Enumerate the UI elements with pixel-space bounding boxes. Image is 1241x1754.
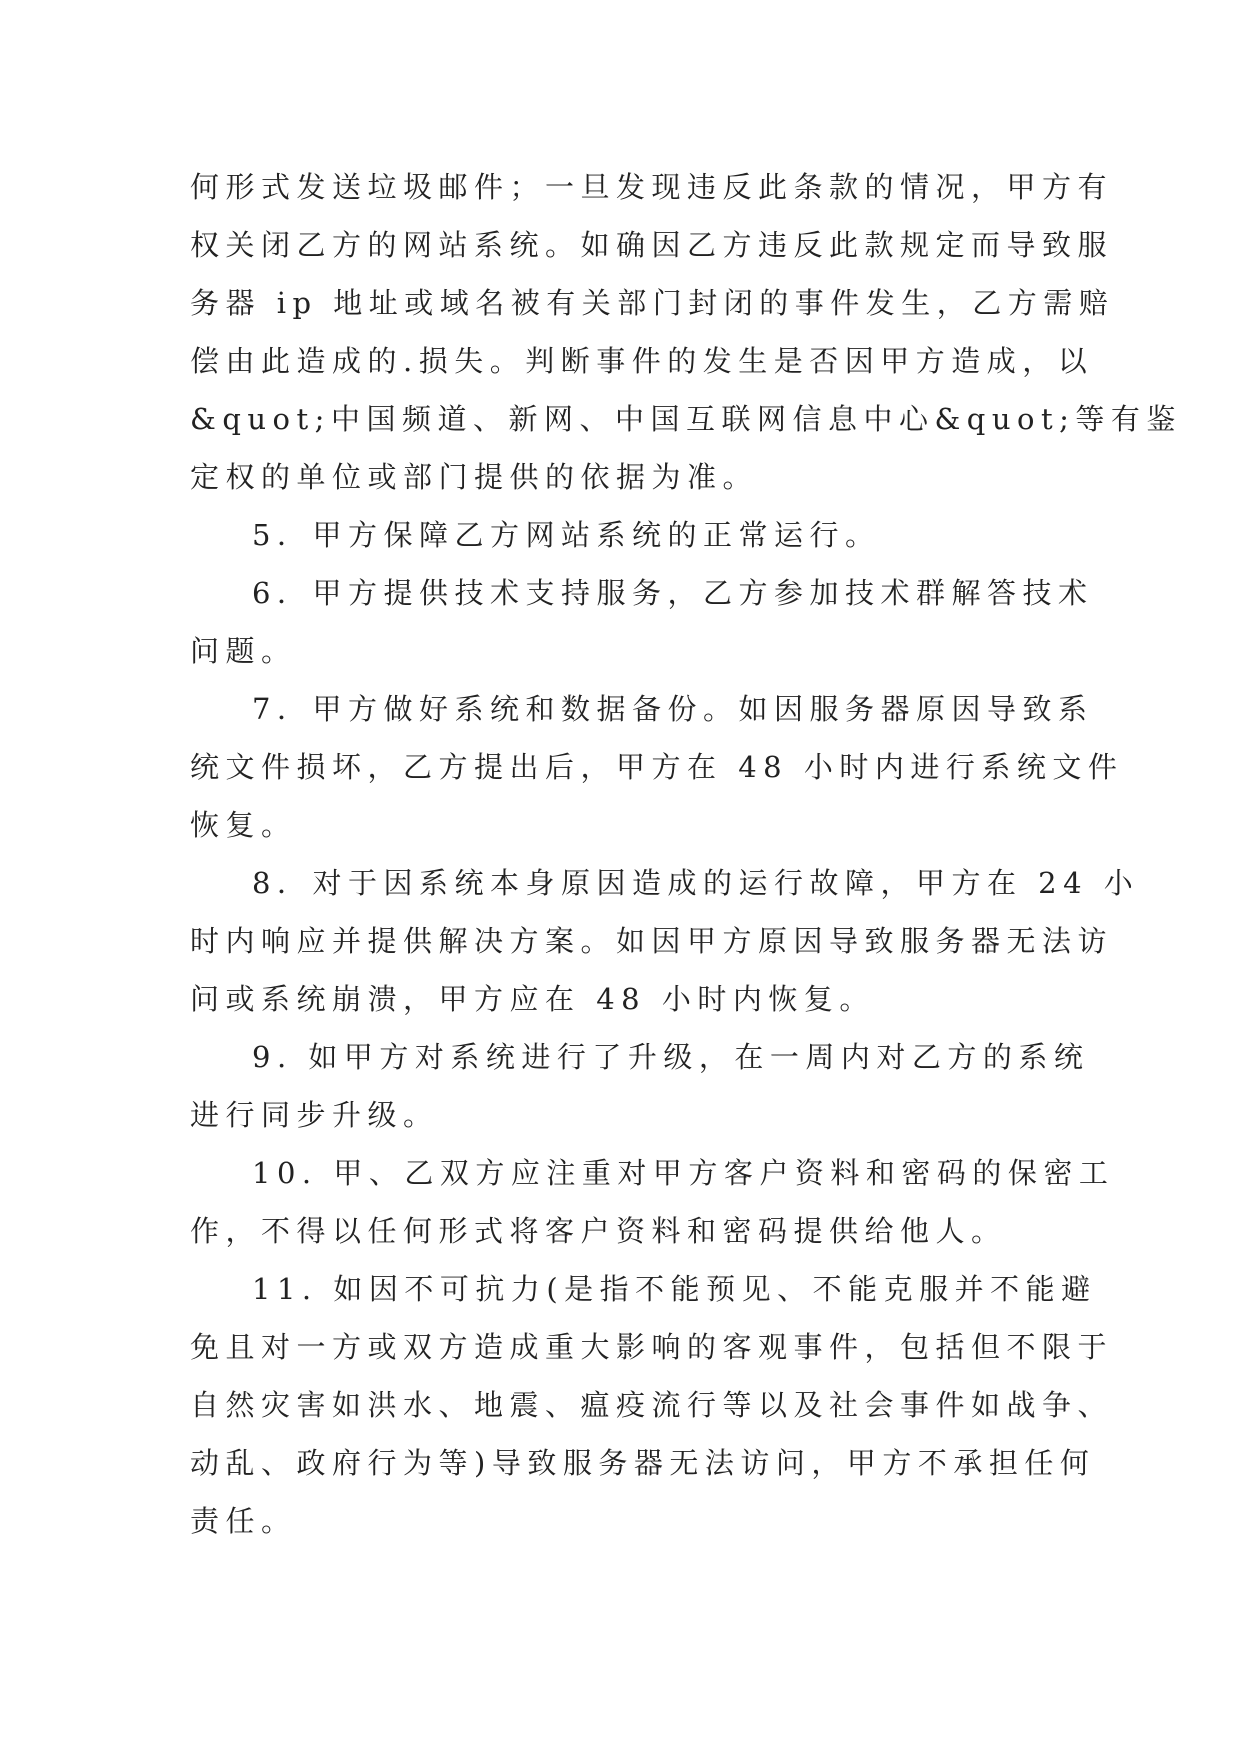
clause-11-line: 免且对一方或双方造成重大影响的客观事件，包括但不限于 (190, 1330, 1114, 1364)
clause-11-line: 责任。 (190, 1504, 297, 1538)
clause-10-line: 作，不得以任何形式将客户资料和密码提供给他人。 (190, 1214, 1007, 1248)
clause-7-line: 统文件损坏，乙方提出后，甲方在 48 小时内进行系统文件 (190, 750, 1124, 784)
clause-10-line: 10. 甲、乙双方应注重对甲方客户资料和密码的保密工 (252, 1156, 1115, 1190)
clause-11-line: 自然灾害如洪水、地震、瘟疫流行等以及社会事件如战争、 (190, 1388, 1114, 1422)
clause-9-line: 9. 如甲方对系统进行了升级，在一周内对乙方的系统 (252, 1040, 1090, 1074)
clause-8-line: 问或系统崩溃，甲方应在 48 小时内恢复。 (190, 982, 875, 1016)
clause-11-line: 动乱、政府行为等)导致服务器无法访问，甲方不承担任何 (190, 1446, 1096, 1480)
clause-5-line: 5．甲方保障乙方网站系统的正常运行。 (252, 518, 881, 552)
clause-9-line: 进行同步升级。 (190, 1098, 439, 1132)
body-line: 偿由此造成的.损失。判断事件的发生是否因甲方造成，以 (190, 344, 1094, 378)
body-line: 何形式发送垃圾邮件；一旦发现违反此条款的情况，甲方有 (190, 170, 1114, 204)
clause-6-line: 6．甲方提供技术支持服务，乙方参加技术群解答技术 (252, 576, 1094, 610)
clause-8-line: 8．对于因系统本身原因造成的运行故障，甲方在 24 小 (252, 866, 1140, 900)
body-line: 务器 ip 地址或域名被有关部门封闭的事件发生，乙方需赔 (190, 286, 1115, 320)
body-line: &quot;中国频道、新网、中国互联网信息中心&quot;等有鉴 (190, 402, 1182, 436)
clause-8-line: 时内响应并提供解决方案。如因甲方原因导致服务器无法访 (190, 924, 1114, 958)
body-line: 定权的单位或部门提供的依据为准。 (190, 460, 759, 494)
document-body (190, 158, 1182, 1550)
clause-7-line: 7．甲方做好系统和数据备份。如因服务器原因导致系 (252, 692, 1094, 726)
clause-7-line: 恢复。 (190, 808, 297, 842)
clause-11-line: 11. 如因不可抗力(是指不能预见、不能克服并不能避 (252, 1272, 1097, 1306)
clause-6-line: 问题。 (190, 634, 297, 668)
body-line: 权关闭乙方的网站系统。如确因乙方违反此款规定而导致服 (190, 228, 1114, 262)
